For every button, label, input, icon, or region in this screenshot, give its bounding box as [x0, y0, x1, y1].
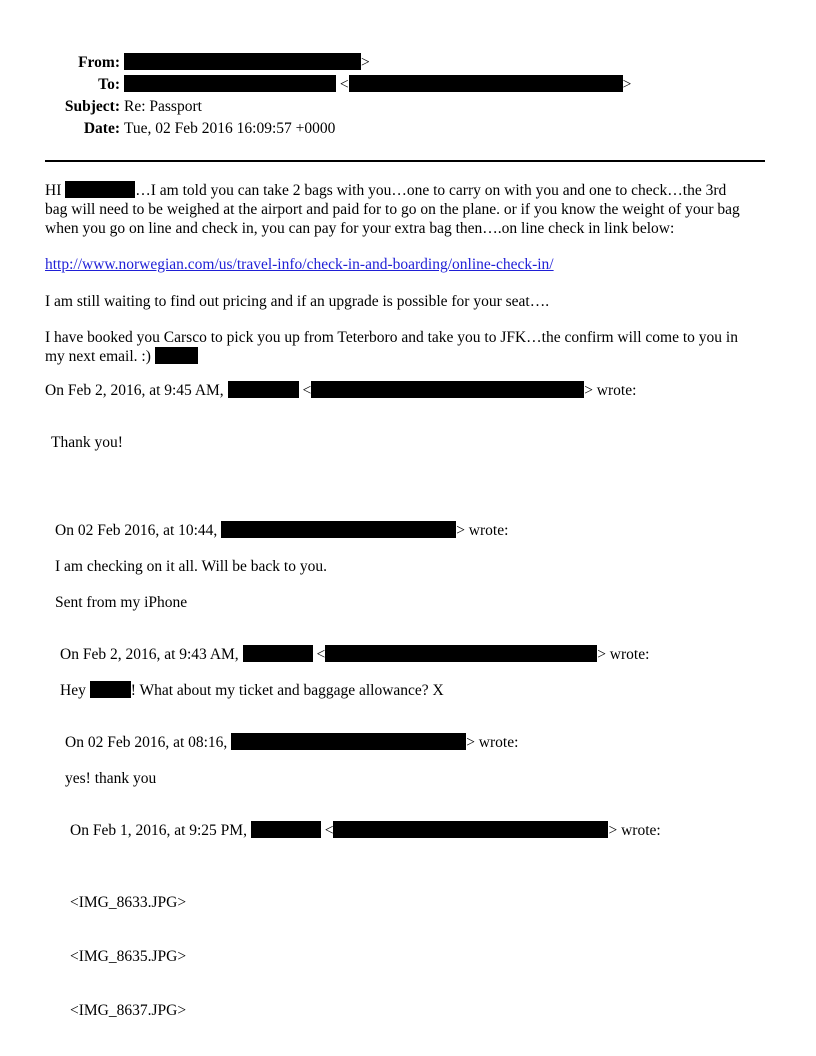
quote-1-suffix: > wrote: — [584, 382, 637, 399]
quote-2-suffix: > wrote: — [456, 522, 509, 539]
quote-3-attribution — [60, 645, 649, 664]
online-checkin-link[interactable]: http://www.norwegian.com/us/travel-info/check-in-and-boarding/online-check-in/ — [45, 256, 554, 273]
quote-4-body: yes! thank you — [65, 770, 157, 787]
redacted-quote-3-recipient — [90, 681, 131, 698]
to-row — [0, 75, 631, 95]
redacted-quote-5-name — [251, 821, 321, 838]
greeting: HI — [45, 182, 62, 199]
quote-4-prefix: On 02 Feb 2016, at 08:16, — [65, 734, 228, 751]
quote-5-open: < — [324, 822, 334, 839]
para3-line2: my next email. :) — [45, 348, 151, 365]
redacted-quote-3-address — [325, 645, 597, 662]
quote-5-attribution — [70, 821, 661, 840]
redacted-quote-5-address — [333, 821, 608, 838]
from-row — [0, 53, 370, 73]
quote-5-suffix: > wrote: — [608, 822, 661, 839]
subject-label: Subject: — [64, 98, 120, 115]
body-paragraph-2: I am still waiting to find out pricing and if an upgrade is possible for your seat…. — [45, 293, 550, 310]
date-label: Date: — [83, 120, 120, 137]
quote-3-suffix: > wrote: — [597, 646, 650, 663]
quote-4-attribution — [65, 733, 518, 752]
redacted-quote-4-address — [231, 733, 466, 750]
quote-3-prefix: On Feb 2, 2016, at 9:43 AM, — [60, 646, 239, 663]
redacted-quote-1-address — [311, 381, 584, 398]
redacted-recipient-name — [65, 181, 135, 198]
para1-line2: bag will need to be weighed at the airport and paid for to go on the plane. or if you know the weight of your bag — [45, 201, 740, 218]
quote-1-open: < — [302, 382, 312, 399]
quote-1-body: Thank you! — [51, 434, 123, 451]
redacted-sender-signature — [155, 347, 198, 364]
date-row — [0, 119, 335, 139]
quote-3-open: < — [316, 646, 326, 663]
quote-1-prefix: On Feb 2, 2016, at 9:45 AM, — [45, 382, 224, 399]
redacted-quote-2-address — [221, 521, 456, 538]
body-paragraph-1 — [45, 181, 740, 238]
attachment-item[interactable]: <IMG_8635.JPG> — [70, 948, 187, 965]
redacted-quote-1-name — [228, 381, 299, 398]
from-tail: > — [361, 54, 370, 71]
attachment-item[interactable]: <IMG_8633.JPG> — [70, 894, 187, 911]
attachment-item[interactable]: <IMG_8637.JPG> — [70, 1002, 187, 1019]
para1-line1: …I am told you can take 2 bags with you…one to carry on with you and one to check…the 3rd — [135, 182, 727, 199]
para3-line1: I have booked you Carsco to pick you up from Teterboro and take you to JFK…the confirm will come to you in — [45, 329, 738, 346]
to-close: > — [622, 76, 632, 93]
quote-2-prefix: On 02 Feb 2016, at 10:44, — [55, 522, 218, 539]
to-open: < — [339, 76, 349, 93]
quote-1-attribution — [45, 381, 636, 400]
redacted-to-address — [349, 75, 623, 92]
quote-3-body: ! What about my ticket and baggage allowance? X — [130, 682, 444, 699]
para1-line3: when you go on line and check in, you can pay for your extra bag then….on line check in link below: — [45, 220, 675, 237]
from-label: From: — [78, 54, 120, 71]
header-divider — [45, 160, 765, 162]
quote-3-hey: Hey — [60, 682, 86, 699]
quote-2-body: I am checking on it all. Will be back to you. — [55, 558, 327, 575]
subject-value: Re: Passport — [124, 98, 202, 115]
redacted-quote-3-name — [243, 645, 313, 662]
quote-5-prefix: On Feb 1, 2016, at 9:25 PM, — [70, 822, 247, 839]
quote-2-attribution — [55, 521, 508, 540]
to-label: To: — [98, 76, 120, 93]
date-value: Tue, 02 Feb 2016 16:09:57 +0000 — [124, 120, 336, 137]
redacted-to-name — [124, 75, 336, 92]
subject-row — [0, 97, 202, 117]
redacted-from-address — [124, 53, 361, 70]
quote-4-suffix: > wrote: — [466, 734, 519, 751]
quote-3-body-line — [60, 681, 444, 700]
quote-2-signature: Sent from my iPhone — [55, 594, 188, 611]
checkin-link-row — [45, 255, 554, 274]
body-paragraph-3 — [45, 328, 738, 366]
